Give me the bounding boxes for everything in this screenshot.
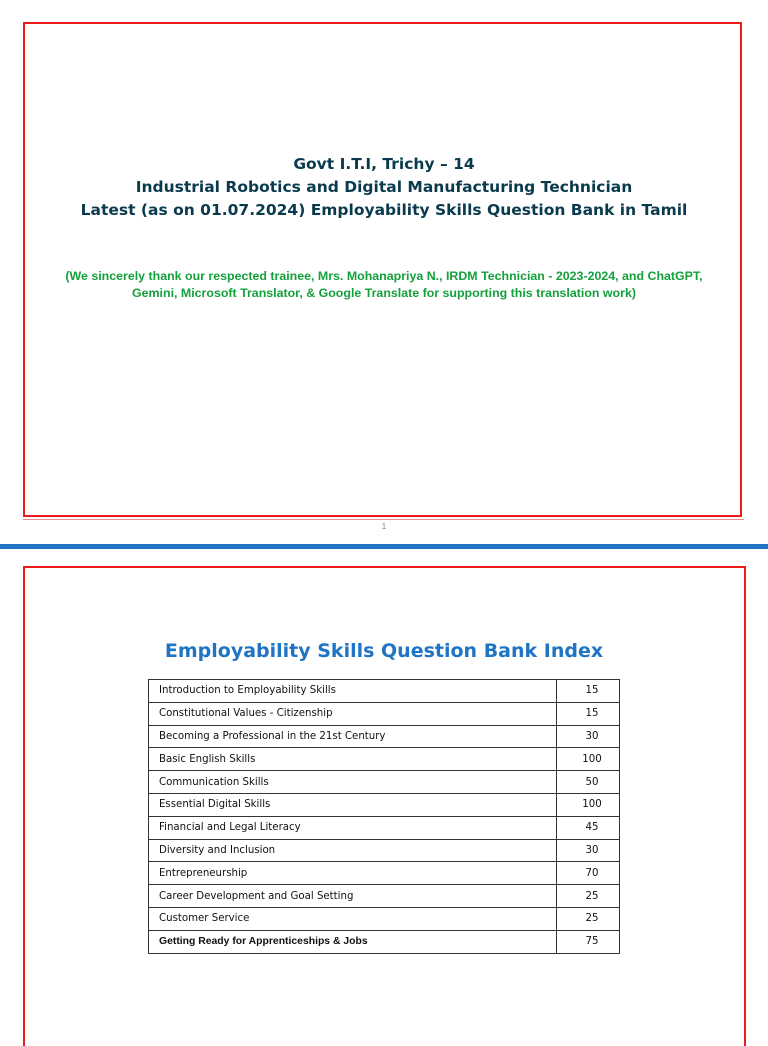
- topic-cell: Basic English Skills: [149, 748, 557, 771]
- question-bank-heading: Latest (as on 01.07.2024) Employability Skills Question Bank in Tamil: [80, 201, 688, 219]
- question-count-cell: 45: [557, 816, 620, 839]
- topic-cell: Financial and Legal Literacy: [149, 816, 557, 839]
- acknowledgement-text: [20, 268, 748, 302]
- question-count-cell: 100: [557, 748, 620, 771]
- index-table: [148, 679, 620, 954]
- topic-cell: Becoming a Professional in the 21st Century: [149, 725, 557, 748]
- question-count-cell: 30: [557, 725, 620, 748]
- trade-heading: Industrial Robotics and Digital Manufacturing Technician: [135, 178, 633, 196]
- table-row: [149, 862, 620, 885]
- table-row: [149, 816, 620, 839]
- table-row: [149, 793, 620, 816]
- question-count-cell: 70: [557, 862, 620, 885]
- topic-cell: Entrepreneurship: [149, 862, 557, 885]
- topic-cell: Essential Digital Skills: [149, 793, 557, 816]
- topic-cell: Getting Ready for Apprenticeships & Jobs: [149, 930, 557, 953]
- table-row: [149, 748, 620, 771]
- table-row: [149, 930, 620, 953]
- question-count-cell: 15: [557, 702, 620, 725]
- document-page-2: [0, 549, 768, 1024]
- question-count-cell: 25: [557, 885, 620, 908]
- table-row: [149, 702, 620, 725]
- table-row: [149, 885, 620, 908]
- table-row: [149, 680, 620, 703]
- question-count-cell: 15: [557, 680, 620, 703]
- index-title: Employability Skills Question Bank Index: [164, 640, 604, 662]
- table-row: [149, 907, 620, 930]
- acknowledgement-line-2: Gemini, Microsoft Translator, & Google Translate for supporting this translation work): [132, 286, 636, 300]
- question-count-cell: 75: [557, 930, 620, 953]
- table-row: [149, 725, 620, 748]
- page-border-underline: [23, 519, 744, 520]
- question-count-cell: 100: [557, 793, 620, 816]
- question-count-cell: 25: [557, 907, 620, 930]
- topic-cell: Customer Service: [149, 907, 557, 930]
- topic-cell: Diversity and Inclusion: [149, 839, 557, 862]
- topic-cell: Constitutional Values - Citizenship: [149, 702, 557, 725]
- topic-cell: Career Development and Goal Setting: [149, 885, 557, 908]
- topic-cell: Communication Skills: [149, 771, 557, 794]
- acknowledgement-line-1: (We sincerely thank our respected trainee, Mrs. Mohanapriya N., IRDM Technician - 2023-2024, and ChatGPT,: [65, 269, 703, 283]
- question-count-cell: 30: [557, 839, 620, 862]
- institute-heading: Govt I.T.I, Trichy – 14: [293, 155, 475, 173]
- title-block: [0, 153, 768, 222]
- table-row: [149, 771, 620, 794]
- question-count-cell: 50: [557, 771, 620, 794]
- table-row: [149, 839, 620, 862]
- topic-cell: Introduction to Employability Skills: [149, 680, 557, 703]
- page-number: 1: [381, 522, 387, 531]
